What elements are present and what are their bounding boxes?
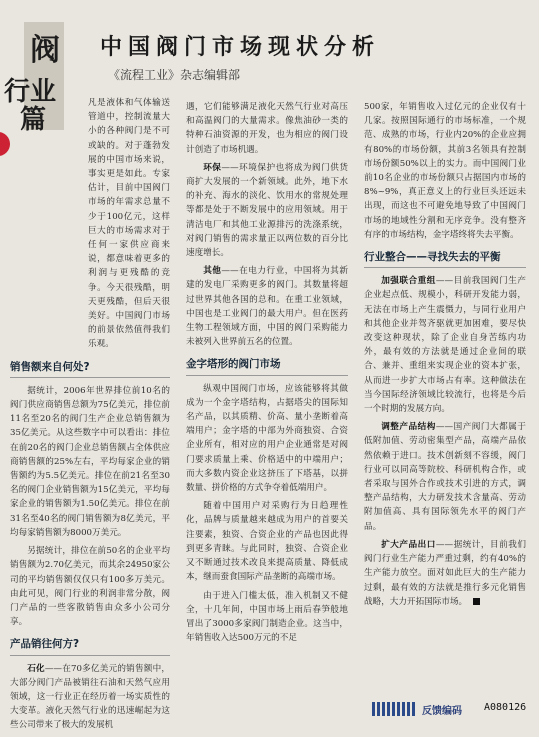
lead-term: 石化 [27, 663, 45, 674]
paragraph [364, 274, 526, 416]
section-heading-integration: 行业整合——寻找失去的平衡 [364, 250, 526, 268]
paragraph-body: ——目前我国阀门生产企业起点低、规模小，科研开发能力弱，无法在市场上产生震慑力，与同行业用户和其他企业并驾齐驱就更加困难，要尽快改变这种现状，除了企业自身苦练内功外，最有效的方法就是通过企业间的联合、兼并、重组来实现企业的资本扩张，从而进一步扩大市场占有率。这种做法在当今国际经济领域比较流行，也将是今后一个时期的发展方向。 [364, 276, 526, 415]
paragraph: 据统计，2006年世界排位前10名的阀门供应商销售总额为75亿美元，排位前11名至20名的阀门生产企业总销售额为35亿美元。从这些数字中可以看出：排位在前20名的阀门企业总销售额占全体供应商销售额的25%左右，平均每家企业的销售额约为5.5亿美元。排位在前21名至30名的阀门企业销售额为15亿美元，平均每家企业的销售额为1.50亿美元。排位在前31名至40名的阀门销售额为8亿美元，平均每家销售额为8000万美元。 [10, 385, 170, 538]
feedback-label: 反馈编码 [422, 706, 462, 717]
barcode-icon [372, 702, 417, 716]
paragraph-body: ——在电力行业，中国将为其新建的发电厂采购更多的阀门。其数量将超过世界其他各国的总和。在重工业领域，中国也是工业阀门的最大用户。但在医药生物工程领域方面，中国的阀门采购能力未被列入世界前五名的位置。 [186, 266, 348, 348]
paragraph: 另据统计，排位在前50名的企业平均销售额为2.70亿美元，而其余24950家公司的平均销售额仅仅只有100多万美元。由此可见，阀门行业的利润非常分散，阀门产品的一些客散销售由众多小公司分享。 [10, 546, 170, 628]
paragraph [364, 420, 526, 534]
paragraph: 遇，它们能够满足液化天然气行业对高压和高温阀门的大量需求。像焦油砂一类的特种石油资源的开发，也为相应的阀门设计创造了市场机遇。 [186, 102, 348, 155]
article-byline: 《流程工业》杂志编辑部 [108, 68, 241, 82]
paragraph [10, 662, 170, 733]
paragraph [186, 161, 348, 260]
column-1 [10, 96, 170, 737]
paragraph [364, 538, 526, 609]
lead-term: 其他 [203, 266, 222, 277]
paragraph-body: ——国产阀门大都属于低附加值、劳动密集型产品，高端产品依然依赖于进口。技术创新刻不容缓，阀门行业可以同高等院校、科研机构合作，或者采取与国外合作或技术引进的方式，调整产品结构，大力研发技术含量高、劳动附加值高、具有国际领先水平的阀门产品。 [364, 422, 526, 532]
column-2 [186, 100, 348, 649]
section-heading-sales-destination: 产品销往何方? [10, 637, 170, 655]
section-heading-pyramid: 金字塔形的阀门市场 [186, 357, 348, 375]
lead-term: 扩大产品出口 [381, 539, 436, 550]
header-art-char-2: 行业 [4, 77, 57, 107]
feedback-code: A080126 [484, 702, 527, 713]
column-3 [364, 100, 526, 613]
paragraph [186, 264, 348, 349]
red-accent-dot [0, 132, 10, 156]
paragraph-body: ——环境保护也将成为阀门供货商扩大发展的一个新领域。此外，地下水的补充、海水的淡化、饮用水的常规处理等都是处于不断发展中的应用领域。用于清洁电厂和其他工业源排污的洗涤系统，对阀门销售的需求量正以两位数的百分比速度增长。 [186, 162, 348, 259]
intro-paragraph: 凡是液体和气体输送管道中，控制流量大小的各种阀门是不可或缺的。对于蓬勃发展的中国市场来说，事实更是如此。专家估计，目前中国阀门市场的年需求总量不少于100亿元，这样巨大的市场需求对于任何一家供应商来说，都意味着更多的利润与更残酷的竞争。今天很残酷，明天更残酷，但后天很美好。中国阀门市场的前景依然值得我们乐观。 [88, 98, 170, 350]
header-art-char-1: 阀 [30, 33, 60, 68]
paragraph: 500家，年销售收入过亿元的企业仅有十几家。按照国际通行的市场标准，一个规范、成熟的市场，行业内20%的企业应拥有80%的市场份额，其前3名领具有控制市场份额50%以上的实力。而中国阀门业前10名企业的市场份额只占据国内市场的8%~9%，真正意义上的行业巨头还远未出现，而这也不可避免地导致了中国阀门市场的地域性分割和无序竞争。没有整齐有序的市场结构，金字塔终将失去平衡。 [364, 102, 526, 240]
end-mark-icon [473, 598, 480, 605]
lead-term: 调整产品结构 [381, 422, 436, 433]
lead-term: 环保 [203, 162, 222, 173]
paragraph-body: ——在70多亿美元的销售额中，大部分阀门产品被销往石油和天然气应用领域，这一行业正在经历着一场实质性的大变革。液化天然气行业的迅速崛起为这些公司带来了极大的发展机 [10, 663, 170, 731]
paragraph: 纵观中国阀门市场，应该能够将其做成为一个金字塔结构，占据塔尖的国际知名产品，以其质精、价高、量小垄断着高端用户；金字塔的中部为外商独资、合资企业所有，相对应的用户企业通常是对阀门要求质量上乘、价格适中的中端用户；而大多数内资企业这挤压了下塔基，以拼数量、拼价格的方式争夺着低端用户。 [186, 383, 348, 494]
header-art-char-3: 篇 [20, 105, 47, 132]
feedback-code-bar [372, 700, 532, 718]
paragraph: 随着中国用户对采购行为日趋理性化，品牌与质量越来越成为用户的首要关注要素，独资、合资企业的产品也因此得到更多青睐。与此同时，独资、合资企业又不断通过技术改良来提高质量、降低成本，继而蚕食国际产品垄断的高端市场。 [186, 501, 348, 583]
paragraph: 由于进入门槛太低，准入机制又不健全，十几年间，中国市场上雨后春笋般地冒出了3000多家阀门制造企业。这当中，年销售收入达500万元的不足 [186, 590, 348, 644]
paragraph-body: ——据统计，目前我们阀门行业生产能力严重过剩，约有40%的生产能力放空。面对如此巨大的生产能力过剩，最有效的方法就是推行多元化销售战略，大力开拓国际市场。 [364, 539, 526, 607]
article-title: 中国阀门市场现状分析 [100, 35, 381, 60]
section-heading-sales-source: 销售额来自何处? [10, 360, 170, 378]
lead-term: 加强联合重组 [381, 276, 436, 287]
